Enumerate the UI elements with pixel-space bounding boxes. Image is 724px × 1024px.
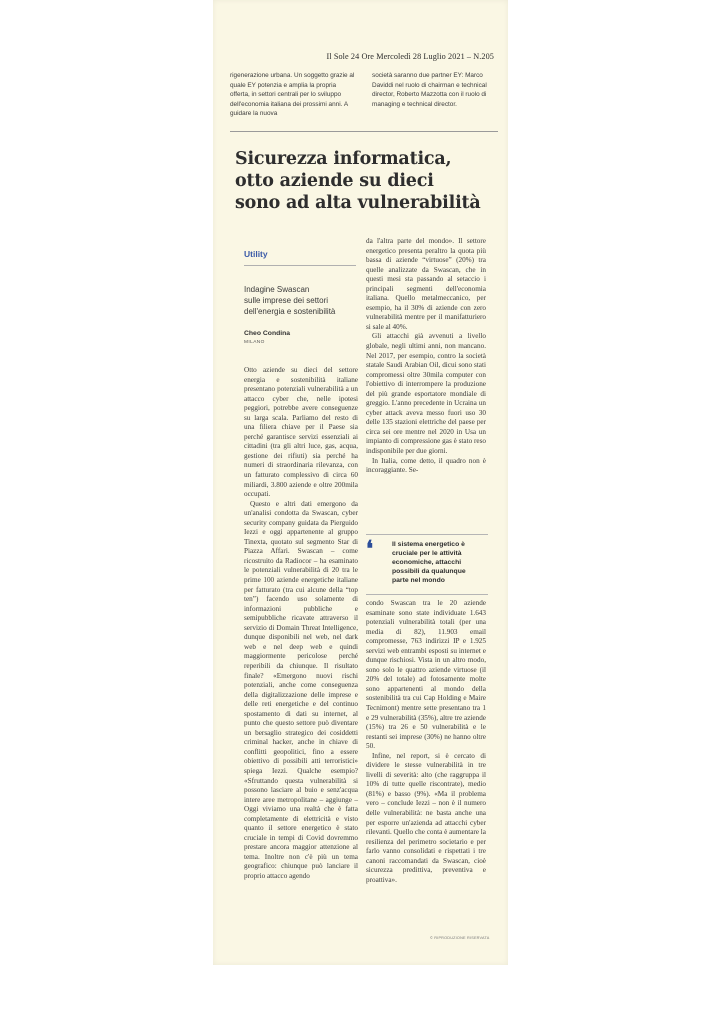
paragraph: Gli attacchi già avvenuti a livello globale, negli ultimi anni, non mancano. Nel 2017, per esempio, contro la società statale Saudi Arabian Oil, dicui sono stati compromessi oltre 30mila computer con l'obiettivo di interrompere la produzione del più grande esportatore mondiale di greggio. L'anno precedente in Ucraina un cyber attack aveva messo fuori uso 30 delle 135 stazioni elettriche del paese per circa sei ore mentre nel 2020 in Usa un impianto di compressione gas è stato reso indisponibile per due giorni. [366,332,486,456]
paragraph: In Italia, come detto, il quadro non è incoraggiante. Se- [366,456,486,475]
paragraph: Infine, nel report, si è cercato di dividere le stesse vulnerabilità in tre livelli di severità: alto (che raggruppa il 10% di tutte quelle riscontrate), medio (81%) e basso (9%). «Ma il problema vero – conclude Iezzi – non è il numero delle vulnerabilità: ne basta anche una per esporre un'azienda ad attacchi cyber rilevanti. Quello che conta è aumentare la resilienza del perimetro societario e per farlo vanno consolidati e rispettati i tre canoni raccomandati da Swascan, cioè sicurezza predittiva, preventiva e proattiva». [366,751,486,884]
pull-quote-line: cruciale per le attività [392,550,462,557]
subheadline-line: sulle imprese dei settori [244,296,329,305]
article-column-1 [244,366,358,882]
pull-quote-line: parte nel mondo [392,577,445,584]
separator-rule [230,131,498,132]
author-byline: Cheo Condina [244,330,291,337]
masthead: Il Sole 24 Ore Mercoledì 28 Luglio 2021 – N.205 [326,52,494,61]
fragment-right-column: società saranno due partner EY: Marco Daviddi nel ruolo di chairman e technical director, Roberto Mazzotta con il ruolo di managing e technical director. [372,72,487,108]
quote-mark-icon: ❛ [366,536,374,562]
subheadline-line: dell'energia e sostenibilità [244,307,336,316]
headline-line: Sicurezza informatica, [235,149,452,169]
paragraph: Otto aziende su dieci del settore energia e sostenibilità italiane presentano potenziali vulnerabilità a un attacco cyber che, nelle ipotesi peggiori, potrebbe avere conseguenze su larga scala. Parliamo del resto di una filiera chiave per il Paese sia perché garantisce servizi essenziali ai cittadini (tra gli altri luce, gas, acqua, gestione dei rifiuti) sia perché ha numeri di straordinaria rilevanza, con un fatturato complessivo di circa 60 miliardi, 3.800 aziende e oltre 200mila occupati. [244,366,358,499]
paragraph: condo Swascan tra le 20 aziende esaminate sono state individuate 1.643 potenziali vulnerabilità totali (per una media di 82), 11.903 email compromesse, 763 indirizzi IP e 1.925 servizi web entrambi esposti su internet e dunque rischiosi. Vista in un altro modo, sono solo le quattro aziende virtuose (il 20% del totale) ad fotosamente molte sono appartenenti al mondo della sostenibilità tra cui Cap Holding e Maire Tecnimont) mentre sette presentano tra 1 e 29 vulnerabilità (35%), altre tre aziende (15%) tra 26 e 50 vulnerabilità e le restanti sei imprese (30%) ne hanno oltre 50. [366,599,486,751]
pullquote-rule-top [366,534,488,535]
paragraph: da l'altra parte del mondo». Il settore energetico presenta peraltro la quota più bassa di aziende “virtuose” (20%) tra quelle analizzate da Swascan, che in questi mesi sta passando al setaccio i principali segmenti dell'economia italiana. Quello metalmeccanico, per esempio, ha il 30% di aziende con zero vulnerabilità mentre per il manifatturiero si sale al 40%. [366,237,486,331]
paragraph: Questo e altri dati emergono da un'analisi condotta da Swascan, cyber security company guidata da Pierguido Iezzi e oggi appartenente al gruppo Tinexta, quotato sul segmento Star di Piazza Affari. Swascan – come ricostruito da Radiocor – ha esaminato le potenziali vulnerabilità di 20 tra le prime 100 aziende energetiche italiane per fatturato (tra cui alcune della “top ten”) facendo uso solamente di informazioni pubbliche e semipubbliche ricavate attraverso il servizio di Domain Threat Intelligence, dunque disponibili nel web, nel dark web e nel deep web e quindi maggiormente pericolose perché reperibili da chiunque. Il risultato finale? «Emergono nuovi rischi potenziali, anche come conseguenza della digitalizzazione delle imprese e delle reti energetiche e del continuo spostamento di dati su internet, al punto che questo settore può diventare un bersaglio strategico dei cosiddetti criminal hacker, anche in chiave di conflitti geopolitici, fino a essere obiettivo di possibili atti terroristici» spiega Iezzi. Qualche esempio? «Sfruttando questa vulnerabilità si possono lasciare al buio e senz'acqua intere aree metropolitane – aggiunge – Oggi viviamo una realtà che è fatta completamente di elettricità e visto quanto il settore energetico è stato cruciale in tempi di Covid dovremmo prestare ancora maggior attenzione al tema. Inoltre non c'è più un tema geografico: chiunque può lanciare il proprio attacco agendo [244,499,358,880]
headline [235,148,500,214]
fragment-left-column: rigenerazione urbana. Un soggetto grazie al quale EY potenzia e amplia la propria offerta, in settori centrali per lo sviluppo dell'economia italiana dei prossimi anni. A guidare la nuova [230,72,355,118]
subheadline-line: Indagine Swascan [244,285,310,294]
headline-line: otto aziende su dieci [235,171,434,191]
previous-article-fragment [230,71,498,127]
subheadline [244,284,364,317]
section-rule [244,265,356,266]
section-label: Utility [244,249,268,259]
article-column-2-continued [366,599,486,885]
pull-quote-text [392,540,488,585]
pull-quote-line: economiche, attacchi [392,559,462,566]
article-column-2 [366,237,486,476]
pullquote-rule-bottom [366,594,488,595]
pull-quote-line: Il sistema energetico è [392,541,465,548]
pull-quote-line: possibili da qualunque [392,568,466,575]
dateline: MILANO [244,340,265,345]
headline-line: sono ad alta vulnerabilità [235,193,481,213]
pull-quote [366,536,488,592]
copyright-notice: © RIPRODUZIONE RISERVATA [430,936,490,940]
